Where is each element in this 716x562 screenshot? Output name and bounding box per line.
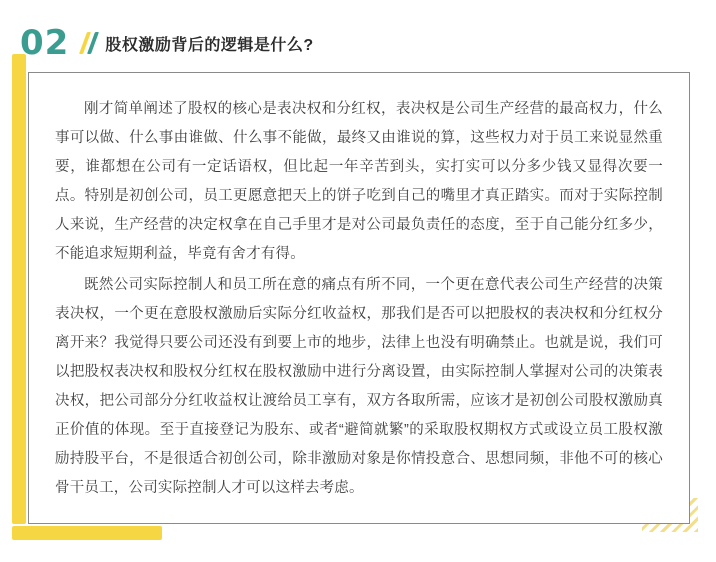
bottom-accent-bar	[12, 526, 162, 540]
content-panel	[28, 72, 690, 524]
paragraph-2: 既然公司实际控制人和员工所在意的痛点有所不同，一个更在意代表公司生产经营的决策表决权，一个更在意股权激励后实际分红收益权，那我们是否可以把股权的表决权和分红权分离开来？我觉得只要公司还没有到要上市的地步，法律上也没有明确禁止。也就是说，我们可以把股权表决权和股权分红权在股权激励中进行分离设置，由实际控制人掌握对公司的决策表决权，把公司部分分红收益权让渡给员工享有，双方各取所需，应该才是初创公司股权激励真正价值的体现。至于直接登记为股东、或者“避简就繁”的采取股权期权方式或设立员工股权激励持股平台，不是很适合初创公司，除非激励对象是你情投意合、思想同频，非他不可的核心骨干员工，公司实际控制人才可以这样去考虑。	[55, 277, 663, 496]
page-title: 股权激励背后的逻辑是什么?	[105, 36, 314, 54]
paragraph-1: 刚才简单阐述了股权的核心是表决权和分红权，表决权是公司生产经营的最高权力，什么事可以做、什么事由谁做、什么事不能做，最终又由谁说的算，这些权力对于员工来说显然重要，谁都想在公司有一定话语权，但比起一年辛苦到头，实打实可以分多少钱又显得次要一点。特别是初创公司，员工更愿意把天上的饼子吃到自己的嘴里才真正踏实。而对于实际控制人来说，生产经营的决定权拿在自己手里才是对公司最负责任的态度，至于自己能分红多少，不能追求短期利益，毕竟有舍才有得。	[55, 101, 663, 262]
slash-divider-icon	[83, 32, 95, 54]
left-accent-bar	[12, 54, 26, 524]
section-number: 02	[20, 23, 70, 63]
section-header	[20, 18, 314, 68]
